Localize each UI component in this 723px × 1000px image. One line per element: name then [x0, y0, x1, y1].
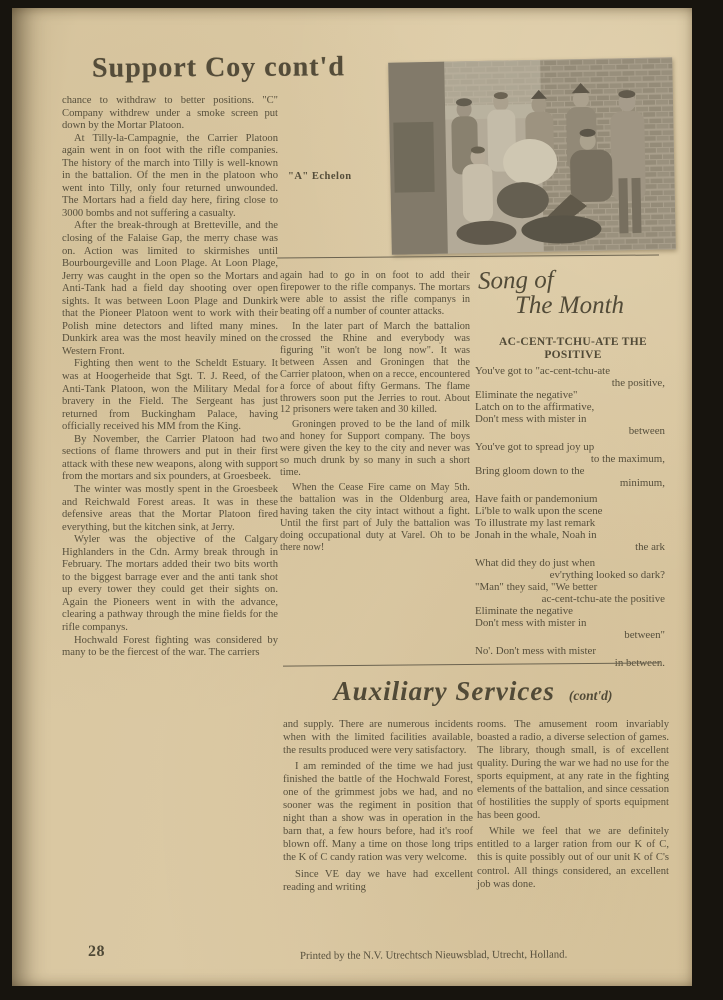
lyric-line: Eliminate the negative — [475, 604, 573, 617]
lyric-line: Eliminate the negative" — [475, 388, 578, 401]
newsletter-page — [12, 8, 692, 986]
divider-under-photo — [277, 254, 659, 258]
section-title-auxiliary-services — [283, 676, 663, 707]
lyric-line: What did they do just when — [475, 557, 596, 570]
lyric-line: Don't mess with mister in — [475, 616, 587, 629]
lyric-line: ac-cent-tchu-ate the positive — [541, 592, 665, 605]
lyric-line: You've got to spread joy up — [475, 440, 595, 453]
group-photo-a-echelon — [388, 57, 676, 254]
lyric-line: the ark — [635, 540, 665, 553]
song-heading-line2: The Month — [515, 292, 625, 319]
support-paragraph: At Tilly-la-Campagnie, the Carrier Platoon again went in on foot with the rifle companies. The history of the march into Tilly is well-known in the battalion. Of the men in the platoon who went into Tilly, only four returned unwounded. The Mortars had a field day here, firing close to 3000 bombs and not suffering a casualty. — [62, 132, 278, 219]
lyric-line: between — [628, 424, 665, 437]
photo-caption: "A" Echelon — [288, 171, 352, 182]
page-number: 28 — [88, 943, 105, 960]
support-paragraph: By November, the Carrier Platoon had two sections of flame throwers and put in their first attack with these new weapons, along with support from the mortars and six pounders, at Groesbeek. — [62, 433, 278, 483]
support-paragraph: Hochwald Forest fighting was considered by many to be the fiercest of the war. The carriers — [62, 634, 278, 659]
support-paragraph: Wyler was the objective of the Calgary Highlanders in the Cdn. Army break through in February. The mortars added their two bits worth to the biggest barrage ever and the anti tank shot up every tower they could get their sights on. Again the Pioneers went in with the advance, clearing a pathway through the mine fields for the rifle companys. — [62, 534, 278, 633]
auxiliary-title-contd: (cont'd) — [568, 688, 613, 703]
auxiliary-paragraph: rooms. The amusement room invariably boasted a radio, a diverse selection of games. The library, though small, is of excellent quality. During the war we had no use for the sports equipment, at any rate in the fighting elements of the battalion, and since cessation of hostilities the supply of sports equipment has been good. — [477, 719, 669, 822]
auxiliary-column-2 — [477, 718, 669, 891]
support-paragraph: After the break-through at Bretteville, and the closing of the Falaise Gap, the merry chase was on. Action was limited to skirmishes until Bourbourgeville and Loon Plage. At Loon Plage, Jerry was caught in the open so the Mortars and Anti-Tank had a field day shooting over open sights. It was between Loon Plage and Dunkirk that the Pioneer Platoon went to work with their Polish mine detectors and lifted many mines. Dunkirk area was the most heavily mined on the Western Front. — [62, 220, 278, 357]
support-paragraph: Groningen proved to be the land of milk and honey for Support company. The boys were given the key to the city and never was so much drunk by so many in such a short time. — [280, 419, 470, 479]
song-heading-line1: Song of — [477, 266, 554, 295]
support-paragraph: In the later part of March the battalion crossed the Rhine and everybody was figuring "it won't be long now". It was between Assen and Groningen that the Carrier platoon, when on a recce, encountered a force of about fifty Germans. The flame throwers soon put the Jerries to rout. About 12 prisoners were taken and 30 killed. — [280, 320, 470, 416]
lyric-line: Have faith or pandemonium — [475, 493, 598, 506]
lyric-line: Don't mess with mister in — [475, 412, 587, 425]
support-paragraph: The winter was mostly spent in the Groesbeek and Reichwald Forest areas. It was in these defensive areas that the Mortar Platoon fired everything, but the kitchen sink, at Jerry. — [62, 483, 278, 533]
support-paragraph: When the Cease Fire came on May 5th. the battalion was in the Oldenburg area, having taken the city intact without a fight. Until the first part of July the battalion was doing occupational duty at Varel. Oh to be there now! — [280, 482, 470, 553]
support-paragraph: chance to withdraw to better positions. "C" Company withdrew under a smoke screen put down by the Mortar Platoon. — [62, 95, 278, 132]
auxiliary-column-1 — [283, 718, 473, 894]
printer-credit: Printed by the N.V. Utrechtsch Nieuwsblad, Utrecht, Holland. — [299, 948, 568, 962]
lyric-line: To illustrate my last remark — [475, 516, 596, 529]
lyric-line: minimum, — [619, 476, 665, 489]
section-title-support-coy: Support Coy cont'd — [91, 51, 346, 84]
lyric-line: Jonah in the whale, Noah in — [475, 528, 597, 541]
auxiliary-title-text: Auxiliary Services — [333, 676, 555, 706]
support-coy-column-1 — [62, 95, 278, 660]
lyric-line: to the maximum, — [590, 452, 665, 465]
auxiliary-paragraph: and supply. There are numerous incidents when with the limited facilities available, the results produced were very satisfactory. — [283, 719, 473, 757]
photo-fade-overlay — [388, 57, 676, 254]
auxiliary-paragraph: While we feel that we are definitely entitled to a larger ration from our K of C, this is quite possibly out of our unit K of C's control. All things considered, an excellent job was done. — [477, 826, 669, 890]
lyric-line: in between. — [614, 656, 665, 669]
auxiliary-paragraph: I am reminded of the time we had just finished the battle of the Hochwald Forest, one of the grimmest jobs we had, and no sooner was the regiment in position that night than a show was in operation in the barn that, a few hours before, had it's roof blown off. Many a time on those long trips the K of C candy ration was very welcome. — [283, 761, 473, 864]
lyric-line: between" — [624, 628, 665, 641]
support-coy-column-2 — [280, 270, 470, 554]
lyric-line: Latch on to the affirmative, — [475, 400, 595, 413]
lyric-line: ev'rything looked so dark? — [549, 569, 665, 581]
group-photo-illustration — [388, 57, 676, 254]
lyric-line: You've got to "ac-cent-tchu-ate — [475, 365, 611, 377]
support-paragraph: again had to go in on foot to add their firepower to the rifle companys. The mortars were able to assist the rifle companys in beating off a number of counter attacks. — [280, 270, 470, 317]
song-lyrics — [475, 366, 671, 670]
song-title: AC-CENT-TCHU-ATE THE POSITIVE — [499, 336, 647, 361]
song-of-the-month-heading — [478, 266, 674, 320]
auxiliary-paragraph: Since VE day we have had excellent reading and writing — [283, 868, 473, 893]
lyric-line: Li'ble to walk upon the scene — [475, 504, 603, 517]
lyric-line: the positive, — [611, 376, 665, 389]
support-paragraph: Fighting then went to the Scheldt Estuary. It was at Hoogerheide that Sgt. T. J. Reed, of the Anti-Tank Platoon, won the Military Medal for bravery in the Field. The Sergeant has just returned from Buckingham Palace, having officially received his MM from the King. — [62, 358, 278, 433]
lyric-line: No'. Don't mess with mister — [475, 644, 596, 657]
lyric-line: "Man" they said, "We better — [475, 580, 598, 593]
lyric-line: Bring gloom down to the — [475, 464, 585, 477]
